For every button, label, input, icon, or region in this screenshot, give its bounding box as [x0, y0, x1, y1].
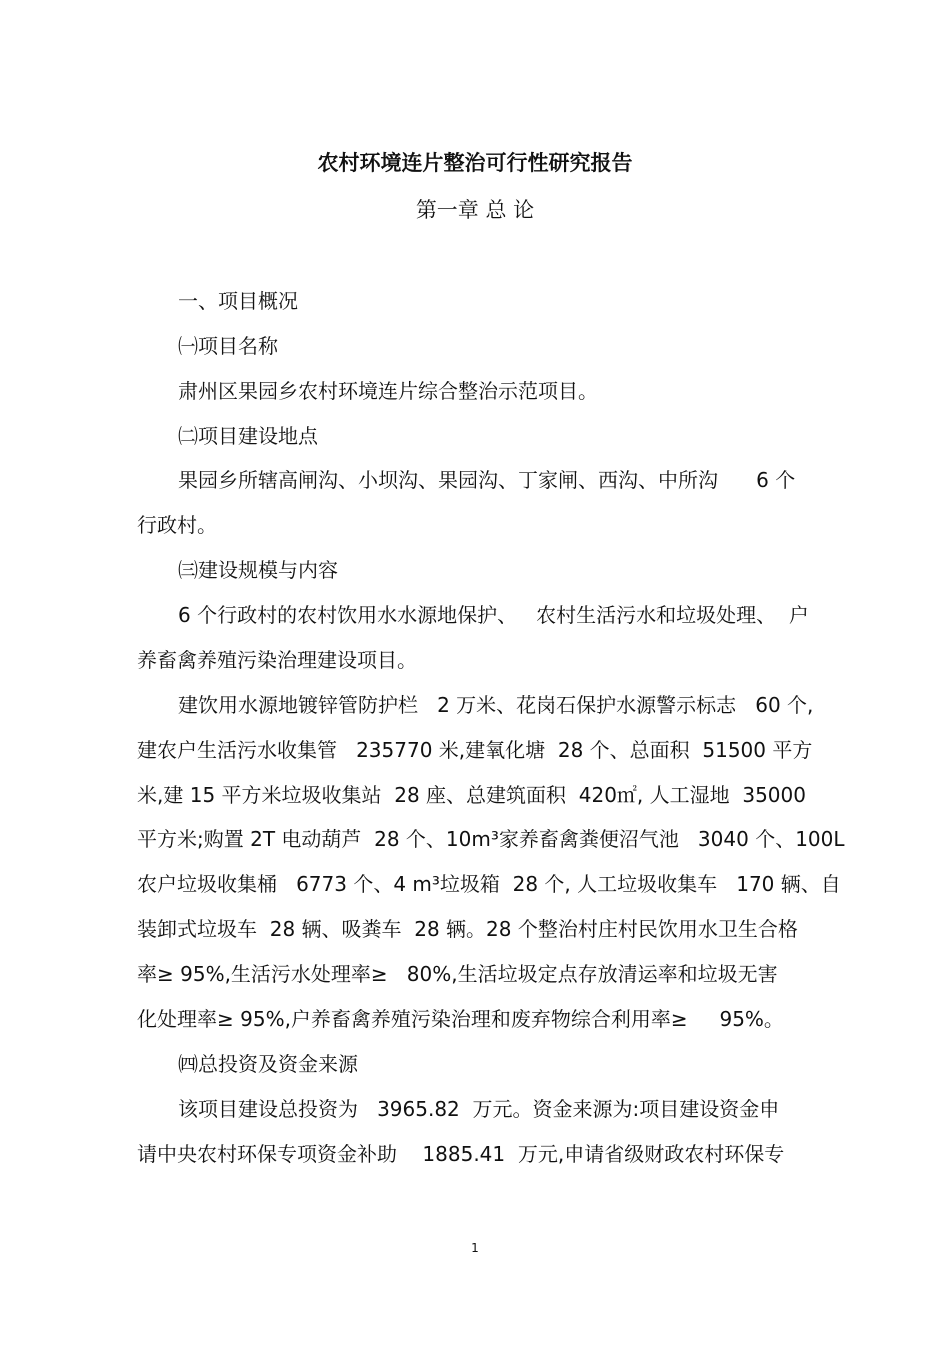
- paragraph-line: 化处理率≥ 95%,户养畜禽养殖污染治理和废弃物综合利用率≥ 95%。: [137, 1007, 784, 1031]
- paragraph-line: 行政村。: [137, 513, 217, 537]
- subsection-heading: ㈡项目建设地点: [178, 424, 318, 448]
- subsection-heading: ㈣总投资及资金来源: [178, 1052, 358, 1076]
- paragraph-line: 装卸式垃圾车 28 辆、吸粪车 28 辆。28 个整治村庄村民饮用水卫生合格: [137, 917, 798, 941]
- subsection-heading: ㈢建设规模与内容: [178, 558, 338, 582]
- paragraph-line: 米,建 15 平方米垃圾收集站 28 座、总建筑面积 420㎡, 人工湿地 35000: [137, 783, 806, 807]
- paragraph-line: 该项目建设总投资为 3965.82 万元。资金来源为:项目建设资金申: [178, 1097, 780, 1121]
- document-title: 农村环境连片整治可行性研究报告: [317, 151, 633, 175]
- paragraph-line: 请中央农村环保专项资金补助 1885.41 万元,申请省级财政农村环保专: [137, 1142, 785, 1166]
- paragraph-line: 平方米;购置 2T 电动葫芦 28 个、10m³家养畜禽粪便沼气池 3040 个、100L: [137, 827, 845, 851]
- subsection-heading: ㈠项目名称: [178, 334, 278, 358]
- chapter-heading: 第一章 总 论: [415, 198, 535, 222]
- paragraph-line: 建饮用水源地镀锌管防护栏 2 万米、花岗石保护水源警示标志 60 个,: [178, 693, 814, 717]
- paragraph-line: 养畜禽养殖污染治理建设项目。: [137, 648, 417, 672]
- paragraph-line: 果园乡所辖高闸沟、小坝沟、果园沟、丁家闸、西沟、中所沟 6 个: [178, 468, 796, 492]
- page-number: 1: [471, 1241, 479, 1255]
- section-heading: 一、项目概况: [178, 289, 298, 313]
- paragraph-line: 6 个行政村的农村饮用水水源地保护、 农村生活污水和垃圾处理、 户: [178, 603, 809, 627]
- paragraph-line: 肃州区果园乡农村环境连片综合整治示范项目。: [178, 379, 598, 403]
- paragraph-line: 建农户生活污水收集管 235770 米,建氧化塘 28 个、总面积 51500 平方: [137, 738, 813, 762]
- paragraph-line: 农户垃圾收集桶 6773 个、4 m³垃圾箱 28 个, 人工垃圾收集车 170 辆、自: [137, 872, 841, 896]
- paragraph-line: 率≥ 95%,生活污水处理率≥ 80%,生活垃圾定点存放清运率和垃圾无害: [137, 962, 778, 986]
